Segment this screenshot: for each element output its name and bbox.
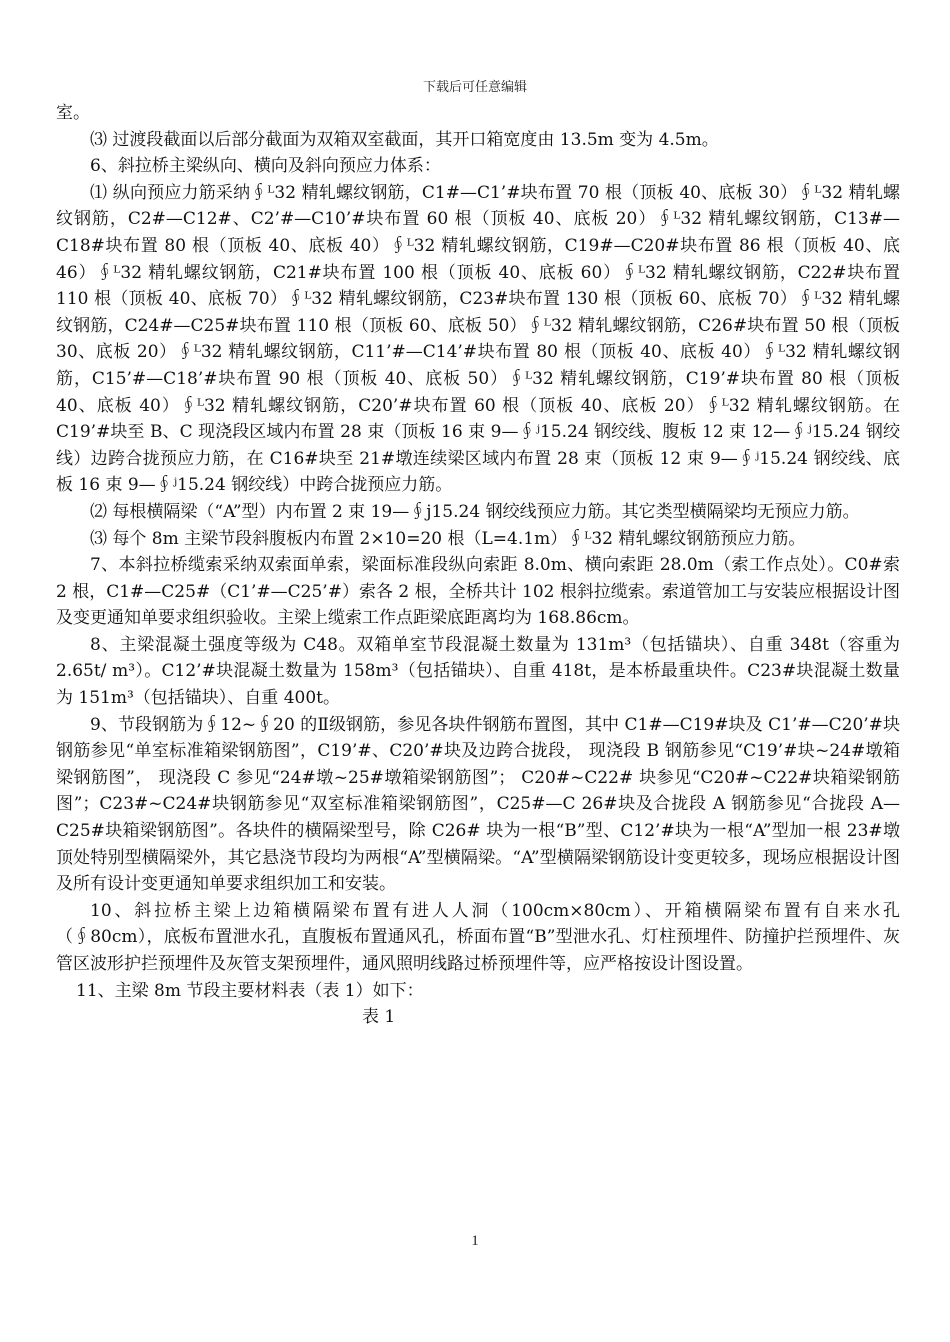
paragraph: 室。 [56, 103, 90, 123]
paragraph: ⑶ 每个 8m 主梁节段斜腹板内布置 2×10=20 根（L=4.1m）∮ᴸ32 精轧螺纹钢筋预应力筋。 [90, 528, 806, 549]
paragraph: 7、本斜拉桥缆索采纳双索面单索，梁面标准段纵向索距 8.0m、横向索距 28.0m（索工作点处）。C0#索 2 根，C1#—C25#（C1’#—C25’#）索各 2 根，全桥共计 102 根斜拉缆索。索道管加工与安装应根据设计图及变更通知单要求组织验收。主梁上缆索工作点距梁底距离均为 168.86cm。 [56, 555, 900, 629]
page-header: 下载后可任意编辑 [422, 80, 527, 95]
paragraph: ⑴ 纵向预应力筋采纳∮ᴸ32 精轧螺纹钢筋，C1#—C1’#块布置 70 根（顶板 40、底板 30）∮ᴸ32 精轧螺纹钢筋，C2#—C12#、C2’#—C10’#块布置 60 根（顶板 40、底板 20）∮ᴸ32 精轧螺纹钢筋，C13#—C18#块布置 80 根（顶板 40、底板 40）∮ᴸ32 精轧螺纹钢筋，C19#—C20#块布置 86 根（顶板 40、底 46）∮ᴸ32 精轧螺纹钢筋，C21#块布置 100 根（顶板 40、底板 60）∮ᴸ32 精轧螺纹钢筋，C22#块布置 110 根（顶板 40、底板 70）∮ᴸ32 精轧螺纹钢筋，C23#块布置 130 根（顶板 60、底板 70）∮ᴸ32 精轧螺纹钢筋，C24#—C25#块布置 110 根（顶板 60、底板 50）∮ᴸ32 精轧螺纹钢筋，C26#块布置 50 根（顶板 30、底板 20）∮ᴸ32 精轧螺纹钢筋，C11’#—C14’#块布置 80 根（顶板 40、底板 40）∮ᴸ32 精轧螺纹钢筋，C15’#—C18’#块布置 90 根（顶板 40、底板 50）∮ᴸ32 精轧螺纹钢筋，C19’#块布置 80 根（顶板 40、底板 40）∮ᴸ32 精轧螺纹钢筋，C20’#块布置 60 根（顶板 40、底板 20）∮ᴸ32 精轧螺纹钢筋。在 C19’#块至 B、C 现浇段区域内布置 28 束（顶板 16 束 9—∮ʲ15.24 钢绞线、腹板 12 束 12—∮ʲ15.24 钢绞线）边跨合拢预应力筋，在 C16#块至 21#墩连续梁区域内布置 28 束（顶板 12 束 9—∮ʲ15.24 钢绞线、底板 16 束 9—∮ʲ15.24 钢绞线）中跨合拢预应力筋。 [56, 182, 900, 496]
paragraph: 11、主梁 8m 节段主要材料表（表 1）如下： [76, 980, 424, 1001]
page-number: 1 [471, 1233, 479, 1249]
paragraph: 9、节段钢筋为∮12~∮20 的Ⅱ级钢筋，参见各块件钢筋布置图，其中 C1#—C19#块及 C1’#—C20’#块钢筋参见“单室标准箱梁钢筋图”，C19’#、C20’#块及边跨合拢段， 现浇段 B 钢筋参见“C19’#块~24#墩箱梁钢筋图”， 现浇段 C 参见“24#墩~25#墩箱梁钢筋图”； C20#~C22# 块参见“C20#~C22#块箱梁钢筋图”；C23#~C24#块钢筋参见“双室标准箱梁钢筋图”，C25#—C 26#块及合拢段 A 钢筋参见“合拢段 A—C25#块箱梁钢筋图”。各块件的横隔梁型号，除 C26# 块为一根“B”型、C12’#块为一根“A”型加一根 23#墩顶处特别型横隔梁外，其它悬浇节段均为两根“A”型横隔梁。“A”型横隔梁钢筋设计变更较多，现场应根据设计图及所有设计变更通知单要求组织加工和安装。 [56, 714, 900, 895]
table-caption: 表 1 [362, 1007, 396, 1028]
paragraph: 10、斜拉桥主梁上边箱横隔梁布置有进人人洞（100cm×80cm）、开箱横隔梁布置有自来水孔（∮80cm），底板布置泄水孔，直腹板布置通风孔，桥面布置“B”型泄水孔、灯柱预埋件、防撞护拦预埋件、灰管区波形护拦预埋件及灰管支架预埋件，通风照明线路过桥预埋件等，应严格按设计图设置。 [56, 900, 900, 974]
paragraph: 6、斜拉桥主梁纵向、横向及斜向预应力体系： [90, 156, 441, 177]
paragraph: 8、主梁混凝土强度等级为 C48。双箱单室节段混凝土数量为 131m³（包括锚块）、自重 348t（容重为 2.65t/ m³）。C12’#块混凝土数量为 158m³（包括锚块）、自重 418t，是本桥最重块件。C23#块混凝土数量为 151m³（包括锚块）、自重 400t。 [56, 634, 900, 709]
paragraph: ⑵ 每根横隔梁（“A”型）内布置 2 束 19—∮j15.24 钢绞线预应力筋。其它类型横隔梁均无预应力筋。 [90, 501, 860, 522]
document-body [56, 100, 900, 1031]
paragraph: ⑶ 过渡段截面以后部分截面为双箱双室截面，其开口箱宽度由 13.5m 变为 4.5m。 [90, 129, 719, 150]
